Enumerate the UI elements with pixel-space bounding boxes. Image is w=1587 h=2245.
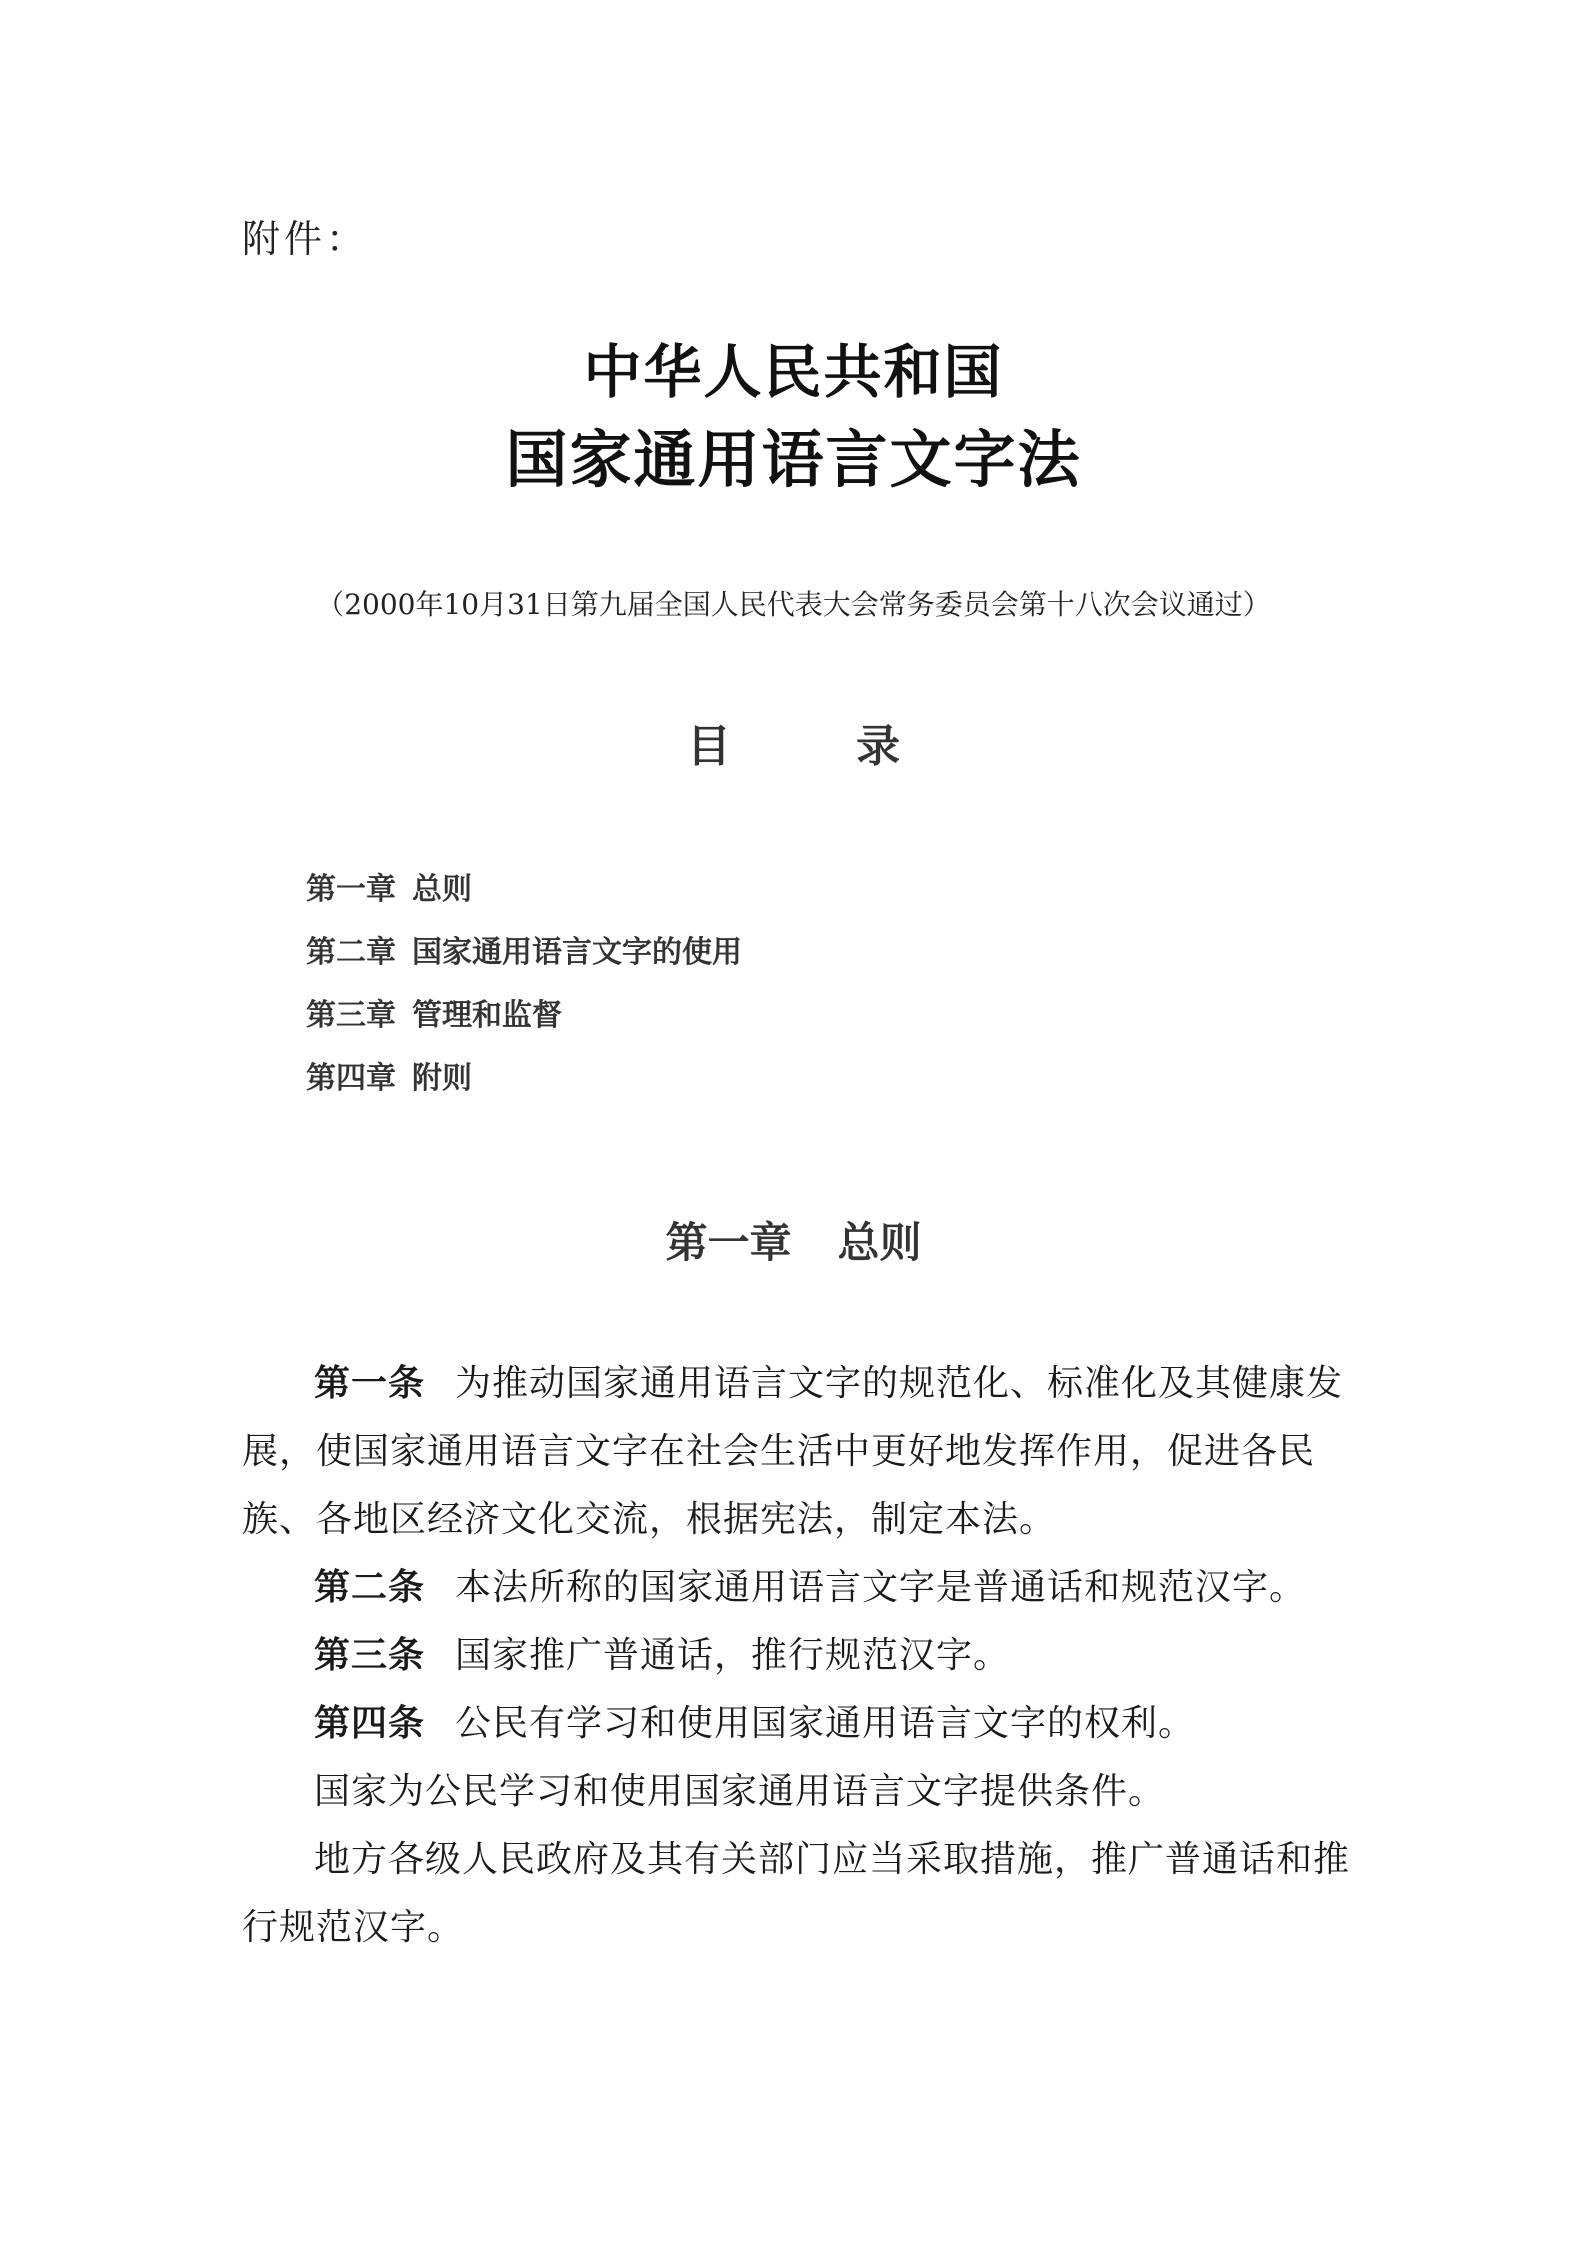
paragraph-text: 地方各级人民政府及其有关部门应当采取措施，推广普通话和推行规范汉字。: [242, 1839, 1351, 1948]
article-paragraph: [242, 1350, 1354, 1554]
article-number: 第三条: [314, 1635, 426, 1676]
article-paragraph: [242, 1690, 1354, 1758]
body-paragraph: [242, 1826, 1354, 1962]
title-line-1: 中华人民共和国: [583, 338, 1004, 406]
article-paragraph: [242, 1554, 1354, 1622]
toc-list: [306, 870, 742, 1122]
toc-item-title: 管理和监督: [412, 998, 562, 1033]
chapter-heading: [0, 1210, 1587, 1270]
toc-item-title: 国家通用语言文字的使用: [412, 935, 742, 970]
toc-item-chapter: 第二章: [306, 935, 396, 970]
chapter-number: 第一章: [665, 1218, 792, 1267]
chapter-title: 总则: [837, 1218, 922, 1267]
adoption-note: （2000年10月31日第九届全国人民代表大会常务委员会第十八次会议通过）: [316, 588, 1271, 621]
body-paragraph: [242, 1758, 1354, 1826]
toc-item-chapter: 第四章: [306, 1061, 396, 1096]
toc-item: [306, 1059, 742, 1122]
toc-heading: 目 录: [686, 721, 901, 772]
article-text: 为推动国家通用语言文字的规范化、标准化及其健康发展，使国家通用语言文字在社会生活中更好地发挥作用，促进各民族、各地区经济文化交流，根据宪法，制定本法。: [242, 1363, 1344, 1540]
article-text: 公民有学习和使用国家通用语言文字的权利。: [455, 1703, 1196, 1744]
paragraph-text: 国家为公民学习和使用国家通用语言文字提供条件。: [314, 1771, 1166, 1812]
article-number: 第四条: [314, 1703, 426, 1744]
toc-item: [306, 933, 742, 996]
attachment-label: 附件：: [242, 217, 369, 261]
toc-item: [306, 996, 742, 1059]
article-paragraph: [242, 1622, 1354, 1690]
chapter-body: [242, 1350, 1354, 1962]
article-text: 国家推广普通话，推行规范汉字。: [455, 1635, 1011, 1676]
toc-item-chapter: 第三章: [306, 998, 396, 1033]
toc-item-chapter: 第一章: [306, 872, 396, 907]
toc-item-title: 附则: [412, 1061, 472, 1096]
toc-item: [306, 870, 742, 933]
toc-item-title: 总则: [412, 872, 472, 907]
title-line-2: 国家通用语言文字法: [505, 423, 1082, 496]
article-number: 第一条: [314, 1363, 426, 1404]
article-text: 本法所称的国家通用语言文字是普通话和规范汉字。: [455, 1567, 1307, 1608]
article-number: 第二条: [314, 1567, 426, 1608]
